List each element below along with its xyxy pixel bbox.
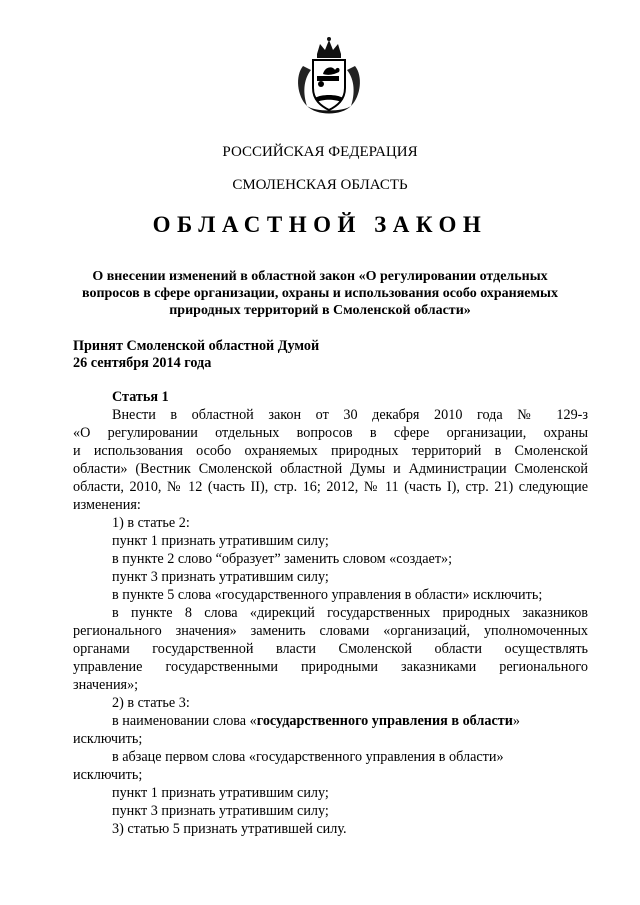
list-item-continued: органами государственной власти Смоленской области осуществлять xyxy=(73,641,588,657)
article-text-line: Внести в областной закон от 30 декабря 2010 года № 129-з xyxy=(112,407,588,423)
article-text-line: области, 2010, № 12 (часть II), стр. 16; 2012, № 11 (часть I), стр. 21) следующие xyxy=(73,479,588,495)
country-heading: РОССИЙСКАЯ ФЕДЕРАЦИЯ xyxy=(222,144,418,160)
list-item: пункт 1 признать утратившим силу; xyxy=(112,785,329,801)
list-item: в пункте 5 слова «государственного управления в области» исключить; xyxy=(112,587,543,603)
adoption-date: 26 сентября 2014 года xyxy=(73,355,212,371)
list-item: 2) в статье 3: xyxy=(112,695,190,711)
list-item-continued: исключить; xyxy=(73,731,143,747)
subject-line-3: природных территорий в Смоленской области» xyxy=(169,303,471,318)
list-item-continued: управление государственными природными заказниками регионального xyxy=(73,659,588,675)
article-heading: Статья 1 xyxy=(112,389,169,405)
list-item: пункт 3 признать утратившим силу; xyxy=(112,569,329,585)
article-text-line: и использования особо охраняемых природных территорий в Смоленской xyxy=(73,443,588,459)
list-item: пункт 3 признать утратившим силу; xyxy=(112,803,329,819)
coat-of-arms-emblem xyxy=(293,36,365,120)
list-item: в пункте 2 слово “образует” заменить словом «создает»; xyxy=(112,551,453,567)
list-item-continued: регионального значения» заменить словами «организаций, уполномоченных xyxy=(73,623,588,639)
article-text-line: области» (Вестник Смоленской областной Думы и Администрации Смоленской xyxy=(73,461,588,477)
subject-line-2: вопросов в сфере организации, охраны и использования особо охраняемых xyxy=(81,286,558,301)
list-item: в пункте 8 слова «дирекций государственных природных заказников xyxy=(112,605,588,621)
document-type-title: ОБЛАСТНОЙ ЗАКОН xyxy=(152,212,488,237)
list-item-continued: исключить; xyxy=(73,767,143,783)
list-item xyxy=(112,712,588,730)
article-text-line: изменения: xyxy=(73,497,141,513)
list-item-continued: значения»; xyxy=(73,677,139,693)
list-item: пункт 1 признать утратившим силу; xyxy=(112,533,329,549)
article-text-line: «О регулировании отдельных вопросов в сфере организации, охраны xyxy=(73,425,588,441)
subject-line-1: О внесении изменений в областной закон «О регулировании отдельных xyxy=(92,269,548,284)
list-item-text: в наименовании слова « xyxy=(112,713,257,729)
list-item: 1) в статье 2: xyxy=(112,515,190,531)
list-item-text: » xyxy=(512,713,520,729)
list-item: в абзаце первом слова «государственного управления в области» xyxy=(112,749,504,765)
emphasized-phrase: государственного управления в области xyxy=(256,713,513,729)
region-heading: СМОЛЕНСКАЯ ОБЛАСТЬ xyxy=(232,177,408,193)
list-item: 3) статью 5 признать утратившей силу. xyxy=(112,821,347,837)
adoption-body: Принят Смоленской областной Думой xyxy=(73,338,320,354)
